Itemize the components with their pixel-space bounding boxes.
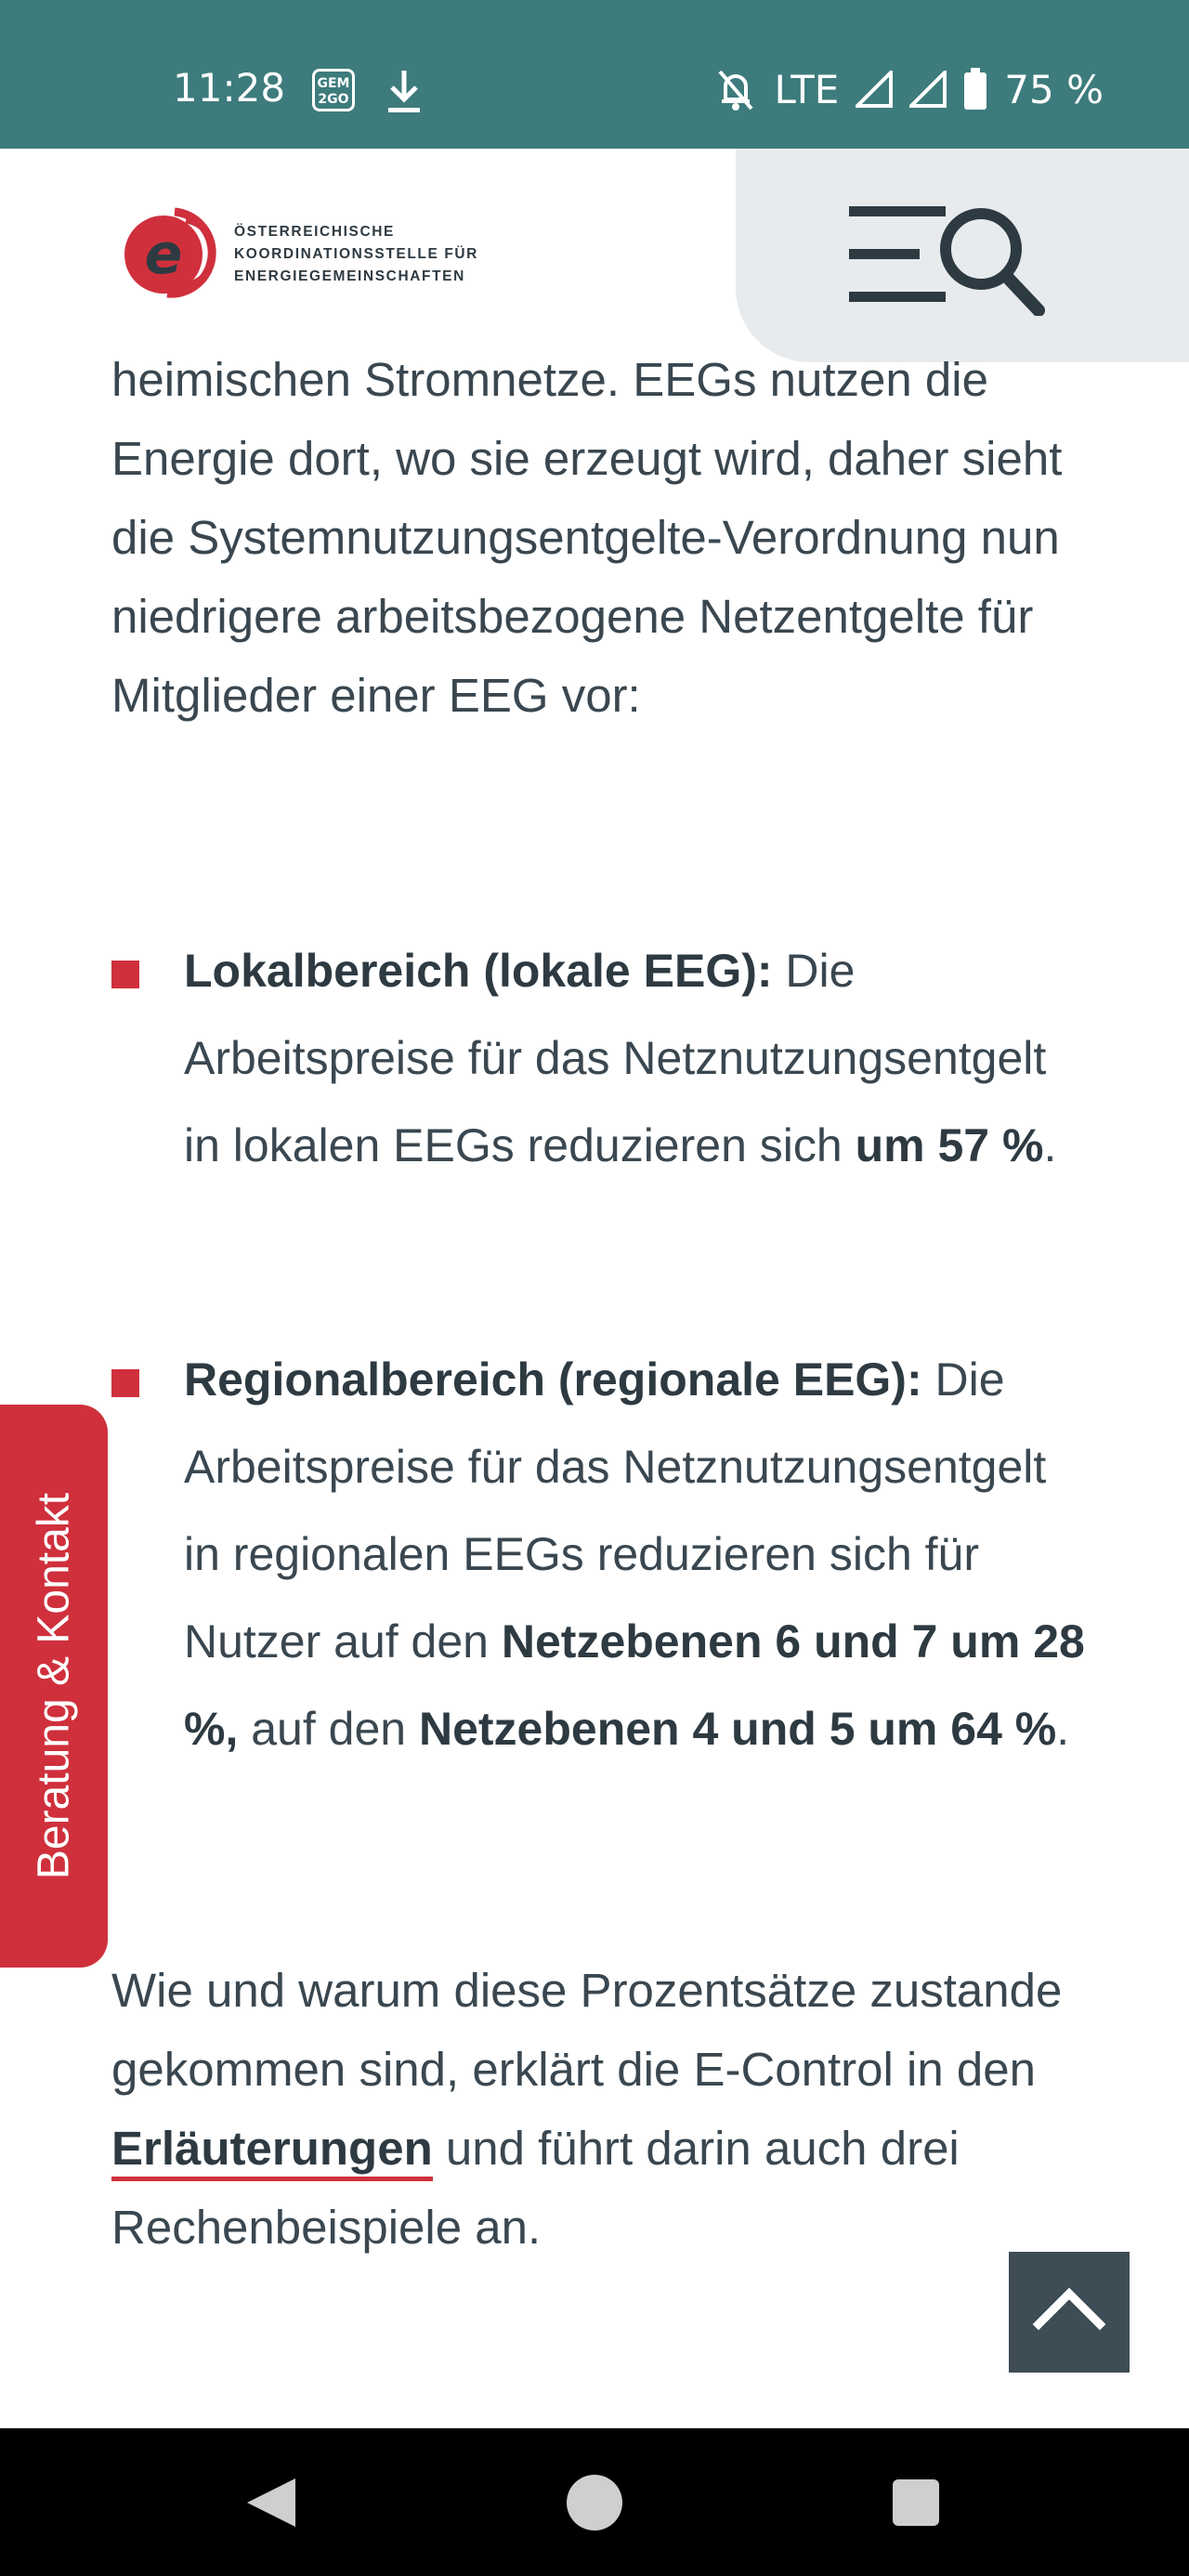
bullet-square-icon [111,1369,139,1397]
battery-icon [963,68,987,111]
chevron-up-icon [1009,2252,1130,2373]
download-icon [381,65,427,117]
list-item-highlight: Netzebenen 4 und 5 um 64 % [418,1703,1057,1755]
outro-paragraph [111,1951,1078,2267]
menu-panel [736,149,1189,362]
site-header [0,149,1189,362]
outro-text: Wie und warum diese Prozentsätze zustande gekommen sind, erklärt die E-Control in den [111,1964,1063,2096]
erlaeuterungen-link[interactable]: Erläuterungen [111,2122,433,2181]
network-type: LTE [774,66,840,112]
list-item-text [184,927,1094,1189]
logo-text[interactable] [234,221,513,288]
logo-line: ÖSTERREICHISCHE [234,224,395,240]
signal-icon [856,71,893,108]
battery-level: 75 % [1004,66,1104,112]
logo-icon[interactable] [117,206,219,299]
list-item-highlight: Netzebenen 6 und 7 um 28 %, [184,1615,1085,1755]
contact-side-tab-label: Beratung & Kontakt [29,1492,79,1880]
list-item-title: Regionalbereich (regionale EEG): [184,1353,922,1406]
list-item-body: . [1056,1703,1070,1755]
list-item-body: auf den [238,1703,419,1755]
svg-text:e: e [144,222,183,287]
home-button[interactable] [539,2428,650,2576]
status-time: 11:28 [173,65,286,111]
back-button[interactable] [216,2428,327,2576]
intro-paragraph: heimischen Stromnetze. EEGs nutzen die Energie dort, wo sie erzeugt wird, daher sieht die Systemnutzungsentgelte-Verordnung nun niedrigere arbeitsbezogene Netzentgelte für Mitglieder einer EEG vor: [111,353,1063,722]
list-item-text [184,1336,1094,1772]
signal-icon [909,71,947,108]
list-item-title: Lokalbereich (lokale EEG): [184,945,773,997]
logo-line: ENERGIEGEMEINSCHAFTEN [234,268,465,284]
contact-side-tab[interactable] [0,1405,108,1968]
bell-off-icon [714,66,757,112]
list-item-highlight: um 57 % [855,1119,1044,1171]
list-item-body: Die Arbeitspreise für das Netznutzungsentgelt in regionalen EEGs reduzieren sich für Nutzer auf den [184,1353,1047,1667]
recents-icon [860,2428,972,2576]
back-icon [216,2428,327,2576]
bullet-square-icon [111,961,139,988]
system-nav-bar [0,2428,1189,2576]
status-right [714,63,1104,115]
menu-search-icon [847,195,1048,316]
list-item-body: . [1043,1119,1057,1171]
recents-button[interactable] [860,2428,972,2576]
home-icon [539,2428,650,2576]
status-bar [0,0,1189,149]
logo-line: KOORDINATIONSSTELLE FÜR [234,246,478,262]
gem2go-icon: GEM 2GO [312,69,355,111]
back-to-top-button[interactable] [1009,2252,1130,2373]
list-item-body: Die Arbeitspreise für das Netznutzungsentgelt in lokalen EEGs reduzieren sich [184,945,1047,1171]
outro-text: und führt darin auch drei Rechenbeispiele an. [111,2122,960,2254]
menu-search-button[interactable] [847,195,1048,316]
